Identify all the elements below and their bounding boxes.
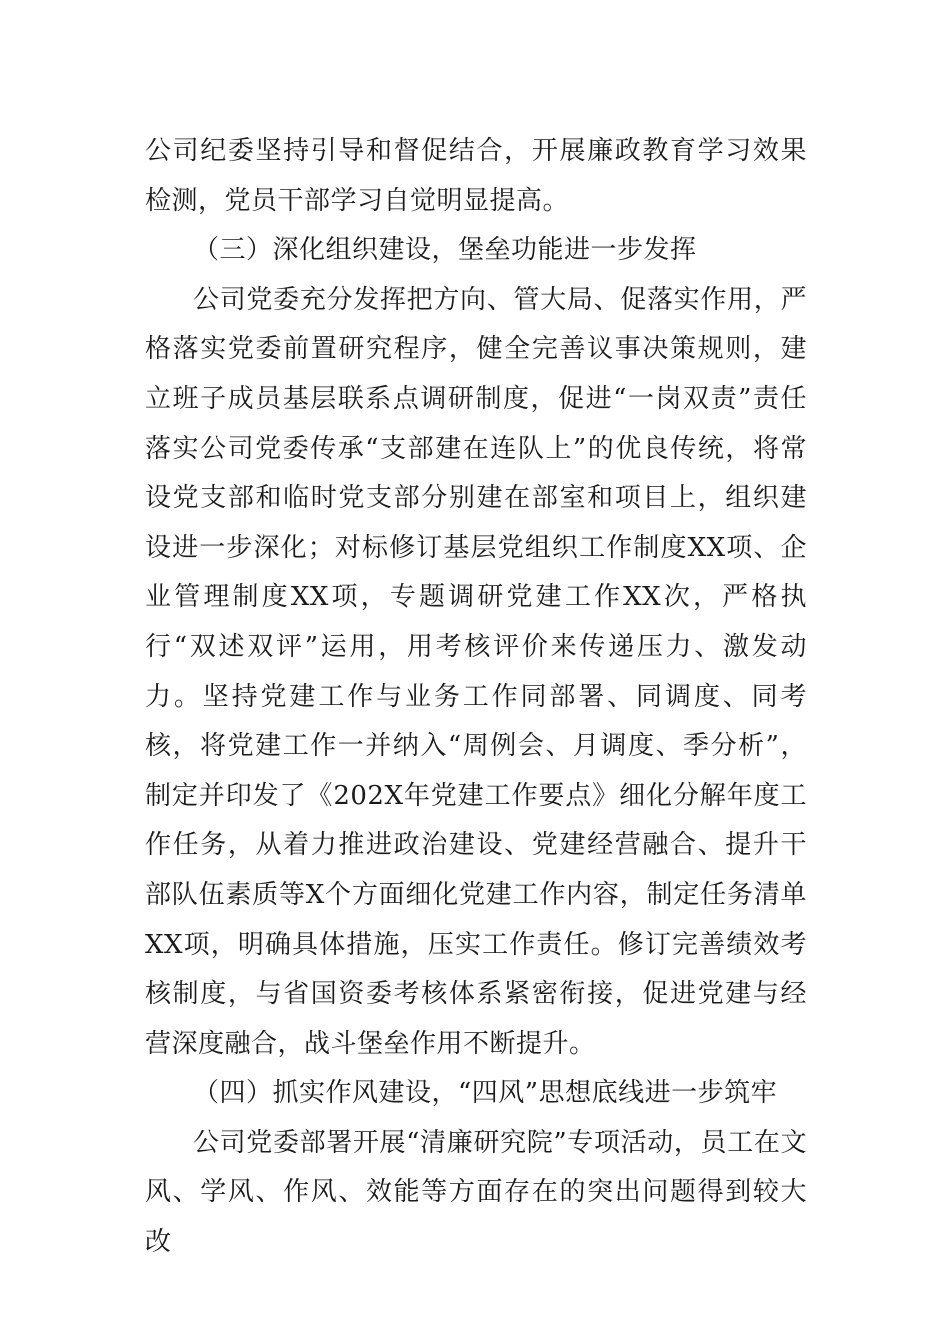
section-heading-3: （三）深化组织建设，堡垒功能进一步发挥 (193, 235, 697, 266)
paragraph-work-style: 公司党委部署开展“清廉研究院”专项活动，员工在文风、学风、作风、效能等方面存在的突出问题得到较大改 (145, 1127, 807, 1258)
paragraph-discipline-commission: 公司纪委坚持引导和督促结合，开展廉政教育学习效果检测，党员干部学习自觉明显提高。 (145, 136, 807, 216)
section-heading-4: （四）抓实作风建设，“四风”思想底线进一步筑牢 (193, 1078, 778, 1109)
paragraph-organization-building: 公司党委充分发挥把方向、管大局、促落实作用，严格落实党委前置研究程序，健全完善议事决策规则，建立班子成员基层联系点调研制度，促进“一岗双责”责任落实公司党委传承“支部建在连队上”的优良传统，将常设党支部和临时党支部分别建在部室和项目上，组织建设进一步深化；对标修订基层党组织工作制度XX项、企业管理制度XX项，专题调研党建工作XX次，严格执行“双述双评”运用，用考核评价来传递压力、激发动力。坚持党建工作与业务工作同部署、同调度、同考核，将党建工作一并纳入“周例会、月调度、季分析”，制定并印发了《202X年党建工作要点》细化分解年度工作任务，从着力推进政治建设、党建经营融合、提升干部队伍素质等X个方面细化党建工作内容，制定任务清单XX项，明确具体措施，压实工作责任。修订完善绩效考核制度，与省国资委考核体系紧密衔接，促进党建与经营深度融合，战斗堡垒作用不断提升。 (145, 284, 807, 1059)
document-body (145, 127, 807, 1268)
